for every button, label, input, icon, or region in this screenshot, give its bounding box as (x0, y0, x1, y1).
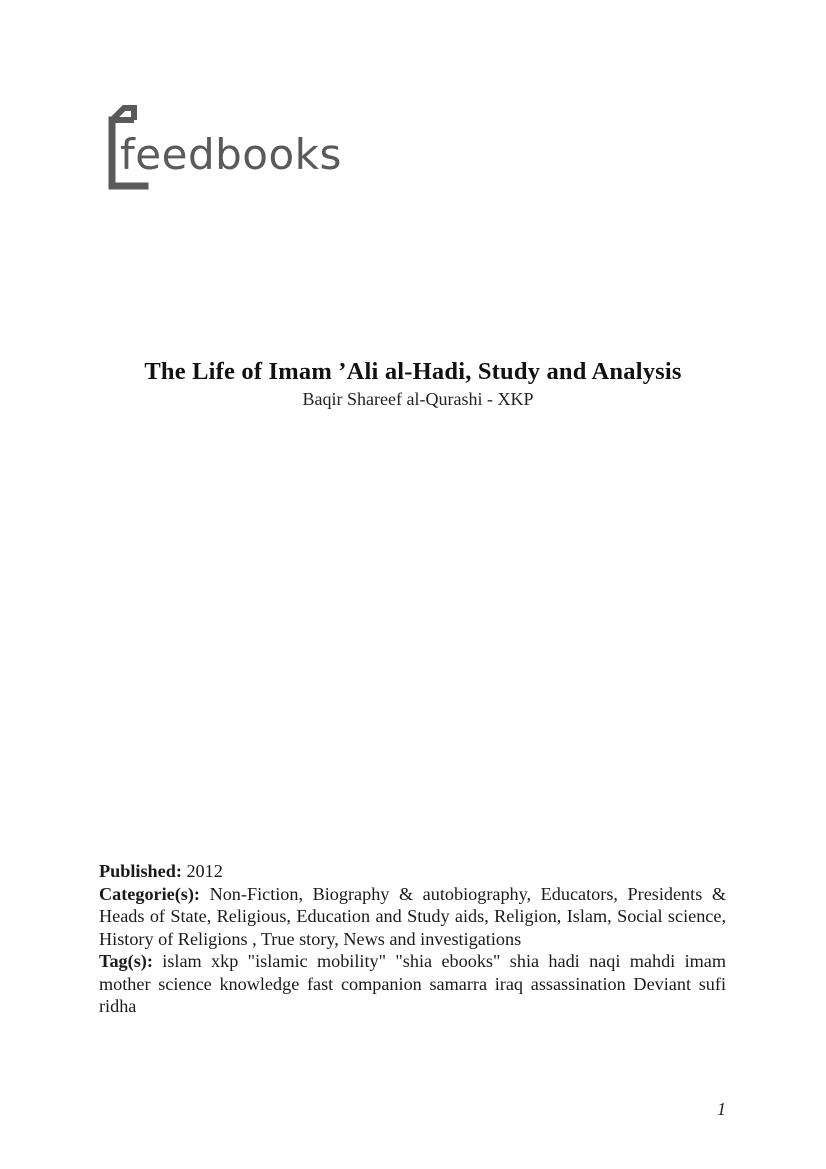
feedbooks-logo (100, 100, 360, 195)
book-metadata (99, 860, 726, 1018)
tags-line (99, 950, 726, 1018)
tags-value: islam xkp "islamic mobility" "shia ebooks" shia hadi naqi mahdi imam mother science knowledge fast companion samarra iraq assassination Deviant sufi ridha (99, 951, 726, 1016)
tags-label: Tag(s): (99, 951, 153, 971)
book-author: Baqir Shareef al-Qurashi - XKP (302, 389, 534, 409)
title-block (0, 356, 826, 410)
published-label: Published: (99, 861, 182, 881)
logo-wordmark: feedbooks (120, 130, 342, 179)
published-value: 2012 (186, 861, 223, 881)
categories-value: Non-Fiction, Biography & autobiography, Educators, Presidents & Heads of State, Religious, Education and Study aids, Religion, Islam, Social science, History of Religions , True story, News and investigations (99, 883, 727, 949)
categories-line (99, 883, 726, 951)
published-line (99, 860, 726, 883)
book-title: The Life of Imam ’Ali al-Hadi, Study and Analysis (144, 358, 682, 385)
categories-label: Categorie(s): (99, 883, 200, 904)
page-number: 1 (717, 1099, 726, 1119)
